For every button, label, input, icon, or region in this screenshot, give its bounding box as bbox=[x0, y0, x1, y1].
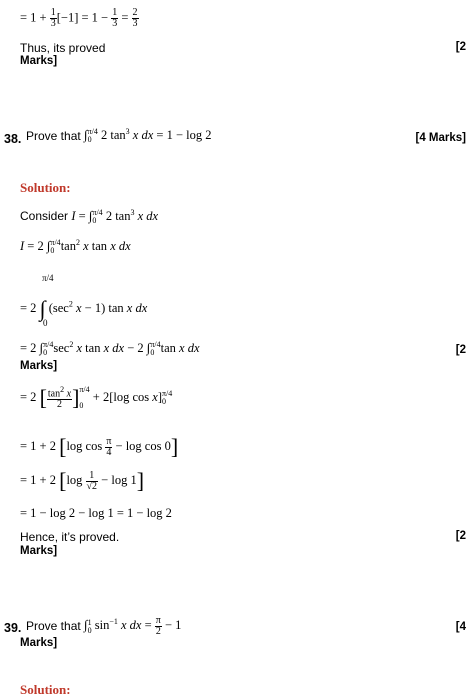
equation-line-4: = 2 ∫ π/4 0 $\sec^2 x$ tan x dx − 2 ∫ π/4 0 tan x dx bbox=[20, 340, 200, 358]
limit-lower: 0 bbox=[43, 318, 48, 328]
marks-label: [4 Marks] bbox=[415, 132, 466, 144]
equation-line-8: = 1 − log 2 − log 1 = 1 − log 2 bbox=[20, 506, 172, 520]
equation-line-5: = 2 [ $\frac{\tan^2 x}{2}$ ] π/4 0 + 2[log cos x] π/4 0 bbox=[20, 384, 173, 411]
marks-label: Marks] bbox=[20, 360, 58, 372]
equation-line-7: = 1 + 2 [log $\frac{1}{√2}$ − log 1] bbox=[20, 468, 145, 493]
question-number: 38. bbox=[4, 132, 22, 146]
solution-heading: Solution: bbox=[20, 682, 71, 697]
hence-proved-text: Hence, it’s proved. bbox=[20, 530, 120, 544]
question-number: 39. bbox=[4, 621, 22, 635]
marks-label: Marks] bbox=[20, 545, 58, 557]
equation-line-6: = 1 + 2 [log cos $\frac{\pi}{4}$ − log cos 0] bbox=[20, 434, 179, 459]
consider-line: Consider I = ∫ π/4 0 2 $\tan^3 x$ dx bbox=[20, 208, 159, 226]
marks-label: [4 bbox=[455, 621, 466, 633]
question-38-text: Prove that ∫ π/4 0 2 $\tan^3 x$ dx = 1 − log 2 bbox=[26, 127, 212, 145]
marks-label: Marks] bbox=[20, 55, 58, 67]
limit-upper: π/4 bbox=[42, 273, 54, 283]
marks-label: [2 bbox=[455, 344, 466, 356]
equation-line-1: = 1 + $\frac{1}{3}$ [−1] = 1 − $\frac{1}{3}$ = $\frac{2}{3}$ bbox=[20, 7, 138, 29]
equation-line-3: = 2 ∫ ($\sec^2$ x − 1) tan x dx bbox=[20, 296, 148, 321]
question-39-text: Prove that ∫ 1 0 $\sin^{-1} x$ dx = $\frac{\pi}{2}$ − 1 bbox=[26, 615, 182, 637]
solution-heading: Solution: bbox=[20, 180, 71, 195]
equation-line-2: I = 2 ∫ π/4 0 $\tan^2 x$ tan x dx bbox=[20, 238, 131, 256]
marks-label: [2 bbox=[455, 41, 466, 53]
marks-label: [2 bbox=[455, 530, 466, 542]
thus-proved-text: Thus, its proved bbox=[20, 41, 106, 55]
marks-label: Marks] bbox=[20, 637, 58, 649]
